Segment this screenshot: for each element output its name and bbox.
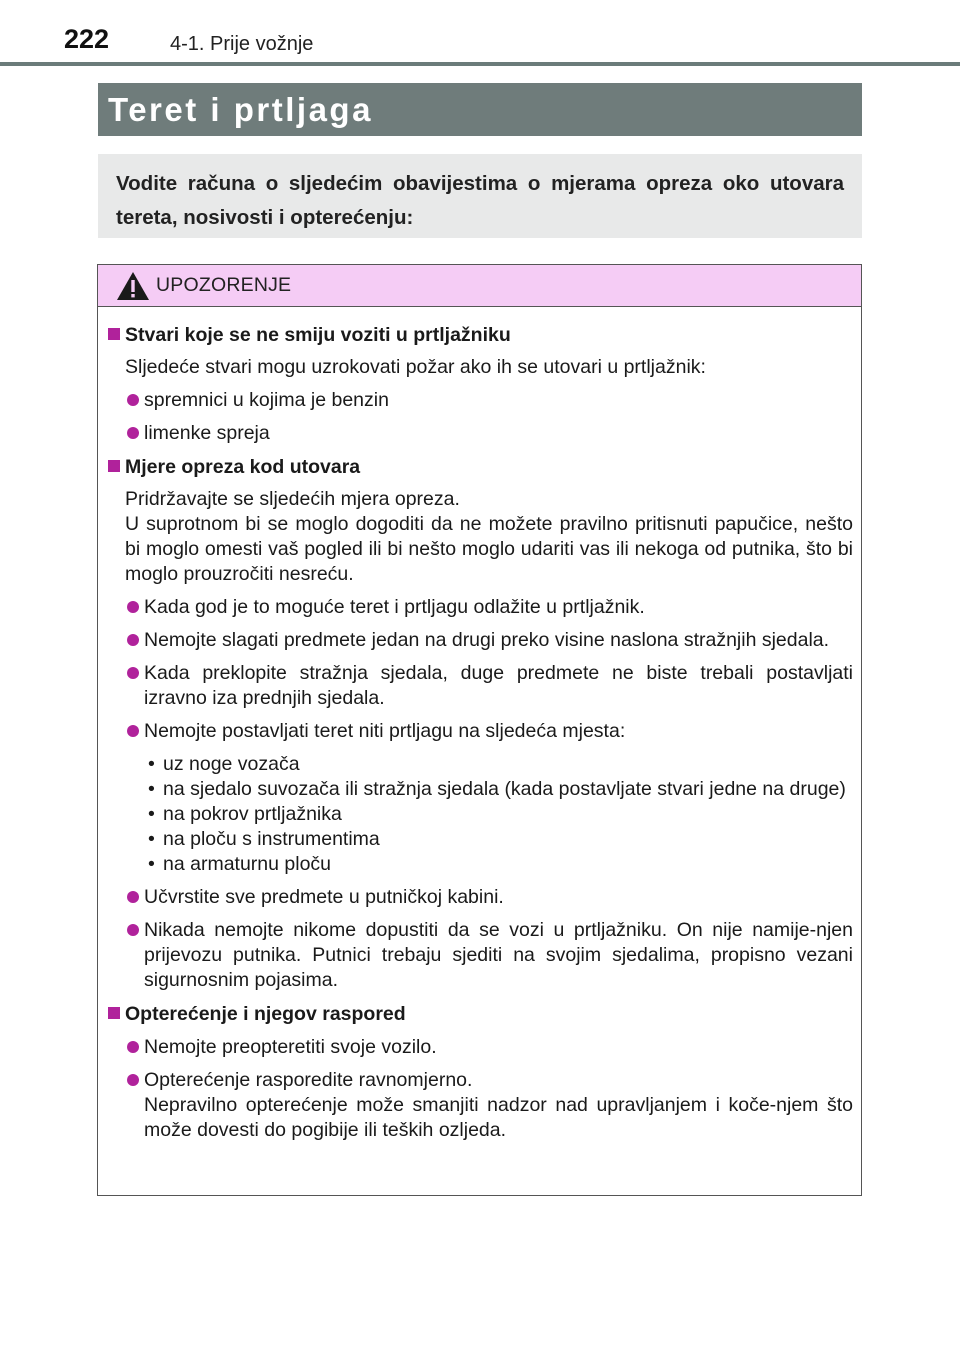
square-bullet-icon xyxy=(108,1007,120,1019)
sub-list-item: • na pokrov prtljažnika xyxy=(148,803,342,825)
sub-list-item: • uz noge vozača xyxy=(148,753,300,775)
list-item: Kada preklopite stražnja sjedala, duge predmete ne biste trebali postavljati izravno iza prednjih sjedala. xyxy=(108,661,853,711)
page-number: 222 xyxy=(64,24,110,54)
title-bar xyxy=(98,83,862,136)
round-bullet-icon xyxy=(127,924,139,936)
round-bullet-icon xyxy=(127,634,139,646)
list-item: Nikada nemojte nikome dopustiti da se vozi u prtljažniku. On nije namije-njen prijevozu putnika. Putnici trebaju sjediti na svojim sjedalima, propisno vezani sigurnosnim pojasima. xyxy=(108,918,853,993)
round-bullet-icon xyxy=(127,667,139,679)
section-intro: Sljedeće stvari mogu uzrokovati požar ako ih se utovari u prtljažnik: xyxy=(125,356,706,378)
list-item: Opterećenje rasporedite ravnomjerno. Nepravilno opterećenje može smanjiti nadzor nad upravljanjem i koče-njem što može dovesti do pogibije ili teških ozljeda. xyxy=(108,1068,853,1143)
round-bullet-icon xyxy=(127,1041,139,1053)
sub-list xyxy=(108,752,853,877)
sub-list-item: • na sjedalo suvozača ili stražnja sjedala (kada postavljate stvari jedne na druge) xyxy=(148,778,846,800)
intro-text: Vodite računa o sljedećim obavijestima o mjerama opreza oko utovara tereta, nosivosti i opterećenju: xyxy=(116,172,844,229)
list-item: Nemojte preopteretiti svoje vozilo. xyxy=(108,1035,853,1060)
round-bullet-icon xyxy=(127,601,139,613)
sub-list-item: • na ploču s instrumentima xyxy=(148,828,380,850)
header-rule xyxy=(0,62,960,66)
warning-triangle-icon xyxy=(116,271,150,301)
list-item: Nemojte slagati predmete jedan na drugi preko visine naslona stražnjih sjedala. xyxy=(108,628,853,653)
round-bullet-icon xyxy=(127,1074,139,1086)
sub-list-item: • na armaturnu ploču xyxy=(148,853,332,875)
square-bullet-icon xyxy=(108,460,120,472)
list-item: Nemojte postavljati teret niti prtljagu na sljedeća mjesta: xyxy=(108,719,853,744)
section-heading: Opterećenje i njegov raspored xyxy=(108,1002,853,1027)
section-heading: Stvari koje se ne smiju voziti u prtljažniku xyxy=(108,323,853,348)
round-bullet-icon xyxy=(127,394,139,406)
square-bullet-icon xyxy=(108,328,120,340)
list-item: Učvrstite sve predmete u putničkoj kabini. xyxy=(108,885,853,910)
round-bullet-icon xyxy=(127,891,139,903)
round-bullet-icon xyxy=(127,427,139,439)
section-label: 4-1. Prije vožnje xyxy=(170,33,314,55)
warning-label: UPOZORENJE xyxy=(156,274,292,296)
note-text: Nepravilno opterećenje može smanjiti nadzor nad upravljanjem i koče-njem što može dovesti do pogibije ili teških ozljeda. xyxy=(144,1094,853,1141)
intro-box xyxy=(98,154,862,238)
warning-header xyxy=(98,265,861,307)
section-intro: Pridržavajte se sljedećih mjera opreza. U suprotnom bi se moglo dogoditi da ne možete pravilno pritisnuti papučice, nešto bi moglo omesti vaš pogled ili bi nešto moglo udariti vas ili nekoga od putnika, što bi moglo prouzročiti nesreću. xyxy=(125,488,853,585)
page-title: Teret i prtljaga xyxy=(108,90,373,128)
warning-body xyxy=(98,307,861,1143)
round-bullet-icon xyxy=(127,725,139,737)
warning-box xyxy=(97,264,862,1196)
list-item: limenke spreja xyxy=(108,421,853,446)
list-item: Kada god je to moguće teret i prtljagu odlažite u prtljažnik. xyxy=(108,595,853,620)
section-heading: Mjere opreza kod utovara xyxy=(108,455,853,480)
list-item: spremnici u kojima je benzin xyxy=(108,388,853,413)
